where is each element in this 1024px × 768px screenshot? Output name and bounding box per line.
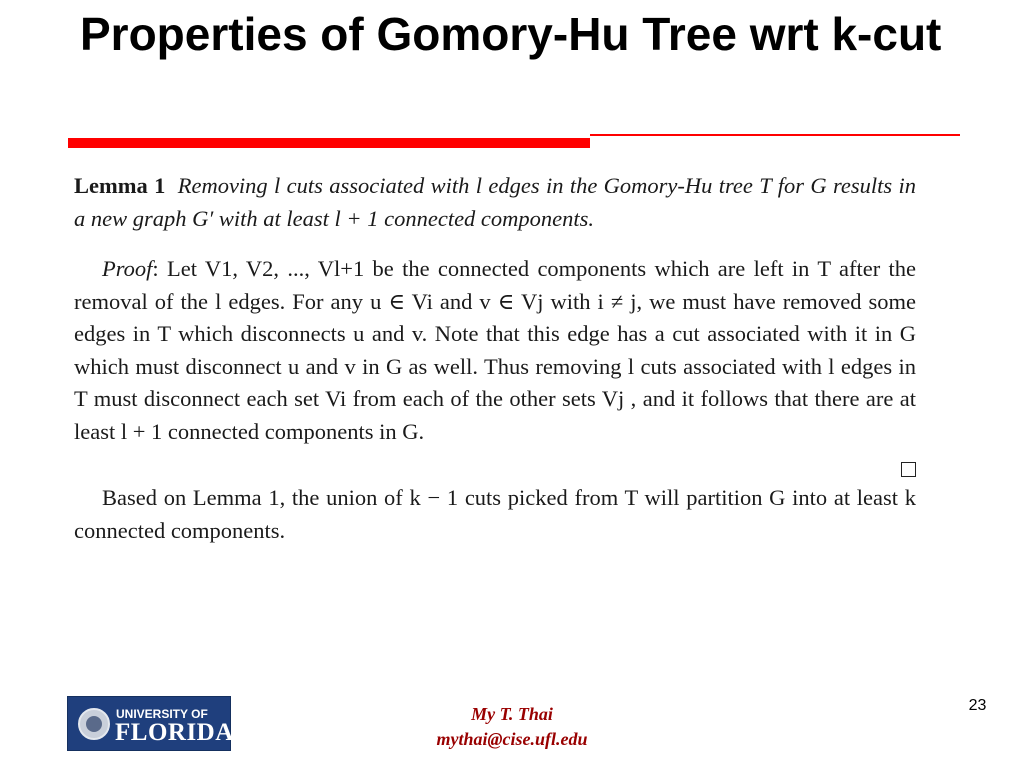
conclusion-paragraph: Based on Lemma 1, the union of k − 1 cuts picked from T will partition G into at least k connected components. [74,485,916,543]
title-underline-thick [68,138,590,148]
proof-paragraph [74,253,916,448]
title-underline-thin [590,134,960,136]
qed-square-icon [901,462,916,477]
lemma-paragraph [74,170,916,235]
proof-text: : Let V1, V2, ..., Vl+1 be the connected components which are left in T after the removal of the l edges. For any u ∈ Vi and v ∈ Vj with i ≠ j, we must have removed some edges in T which disconnects u and v. Note that this edge has a cut associated with it in G which must disconnect u and v in G as well. Thus removing l cuts associated with l edges in T must disconnect each set Vi from each of the other sets Vj , and it follows that there are at least l + 1 connected components in G. [74,256,916,444]
university-seal-icon [78,708,110,740]
logo-line-2: FLORIDA [115,719,234,746]
page-number: 23 [968,697,987,714]
proof-label: Proof [102,256,153,281]
lemma-statement: Removing l cuts associated with l edges in the Gomory-Hu tree T for G results in a new graph G′ with at least l + 1 connected components. [74,173,917,231]
slide-title: Properties of Gomory-Hu Tree wrt k-cut [80,8,942,60]
footer-email: mythai@cise.ufl.edu [436,729,588,749]
logo-line-1: UNIVERSITY OF [116,707,208,721]
university-logo [67,696,234,751]
footer-credit [362,702,662,752]
qed-line [74,452,916,482]
footer-author: My T. Thai [471,704,553,724]
slide-content [74,170,916,547]
lemma-heading: Lemma 1 [74,173,166,198]
